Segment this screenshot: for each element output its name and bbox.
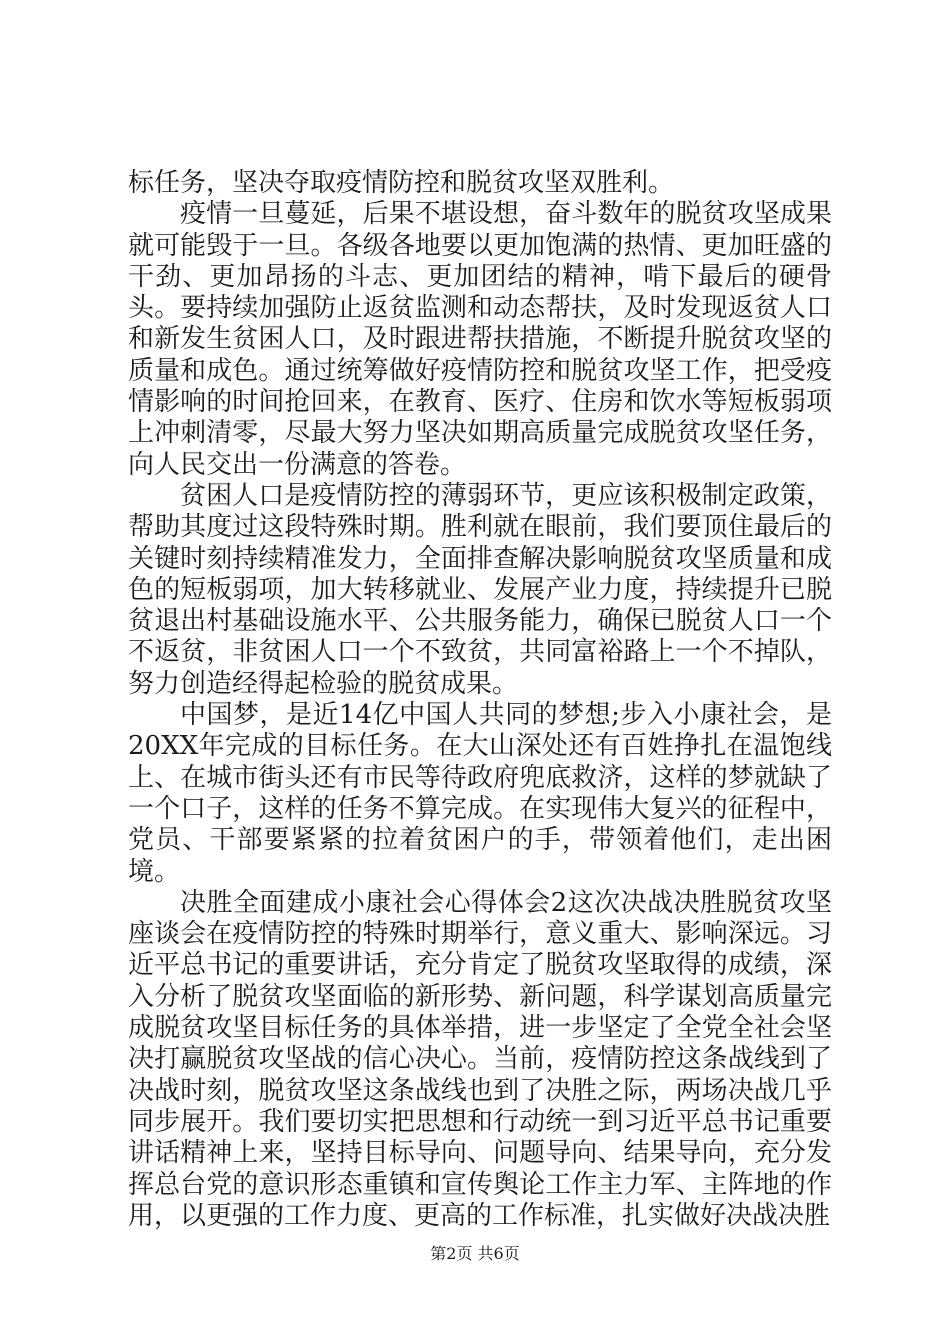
paragraph-continuation: 标任务，坚决夺取疫情防控和脱贫攻坚双胜利。 [128,168,675,198]
page-footer: 第2页 共6页 [430,1244,520,1263]
document-body [128,168,832,1232]
paragraph: 疫情一旦蔓延，后果不堪设想，奋斗数年的脱贫攻坚成果就可能毁于一旦。各级各地要以更加饱满的热情、更加旺盛的干劲、更加昂扬的斗志、更加团结的精神，啃下最后的硬骨头。要持续加强防止返贫监测和动态帮扶，及时发现返贫人口和新发生贫困人口，及时跟进帮扶措施，不断提升脱贫攻坚的质量和成色。通过统筹做好疫情防控和脱贫攻坚工作，把受疫情影响的时间抢回来，在教育、医疗、住房和饮水等短板弱项上冲刺清零，尽最大努力坚决如期高质量完成脱贫攻坚任务，向人民交出一份满意的答卷。 [128,199,832,480]
paragraph: 贫困人口是疫情防控的薄弱环节，更应该积极制定政策，帮助其度过这段特殊时期。胜利就在眼前，我们要顶住最后的关键时刻持续精准发力，全面排查解决影响脱贫攻坚质量和成色的短板弱项，加大转移就业、发展产业力度，持续提升已脱贫退出村基础设施水平、公共服务能力，确保已脱贫人口一个不返贫，非贫困人口一个不致贫，共同富裕路上一个不掉队，努力创造经得起检验的脱贫成果。 [128,480,832,699]
paragraph: 中国梦，是近14亿中国人共同的梦想;步入小康社会，是20XX年完成的目标任务。在大山深处还有百姓挣扎在温饱线上、在城市街头还有市民等待政府兜底救济，这样的梦就缺了一个口子，这样的任务不算完成。在实现伟大复兴的征程中，党员、干部要紧紧的拉着贫困户的手，带领着他们，走出困境。 [128,700,832,887]
paragraph: 决胜全面建成小康社会心得体会2这次决战决胜脱贫攻坚座谈会在疫情防控的特殊时期举行，意义重大、影响深远。习近平总书记的重要讲话，充分肯定了脱贫攻坚取得的成绩，深入分析了脱贫攻坚面临的新形势、新问题，科学谋划高质量完成脱贫攻坚目标任务的具体举措，进一步坚定了全党全社会坚决打赢脱贫攻坚战的信心决心。当前，疫情防控这条战线到了决战时刻，脱贫攻坚这条战线也到了决胜之际，两场决战几乎同步展开。我们要切实把思想和行动统一到习近平总书记重要讲话精神上来，坚持目标导向、问题导向、结果导向，充分发挥总台党的意识形态重镇和宣传舆论工作主力军、主阵地的作用，以更强的工作力度、更高的工作标准，扎实做好决战决胜 [128,887,832,1231]
